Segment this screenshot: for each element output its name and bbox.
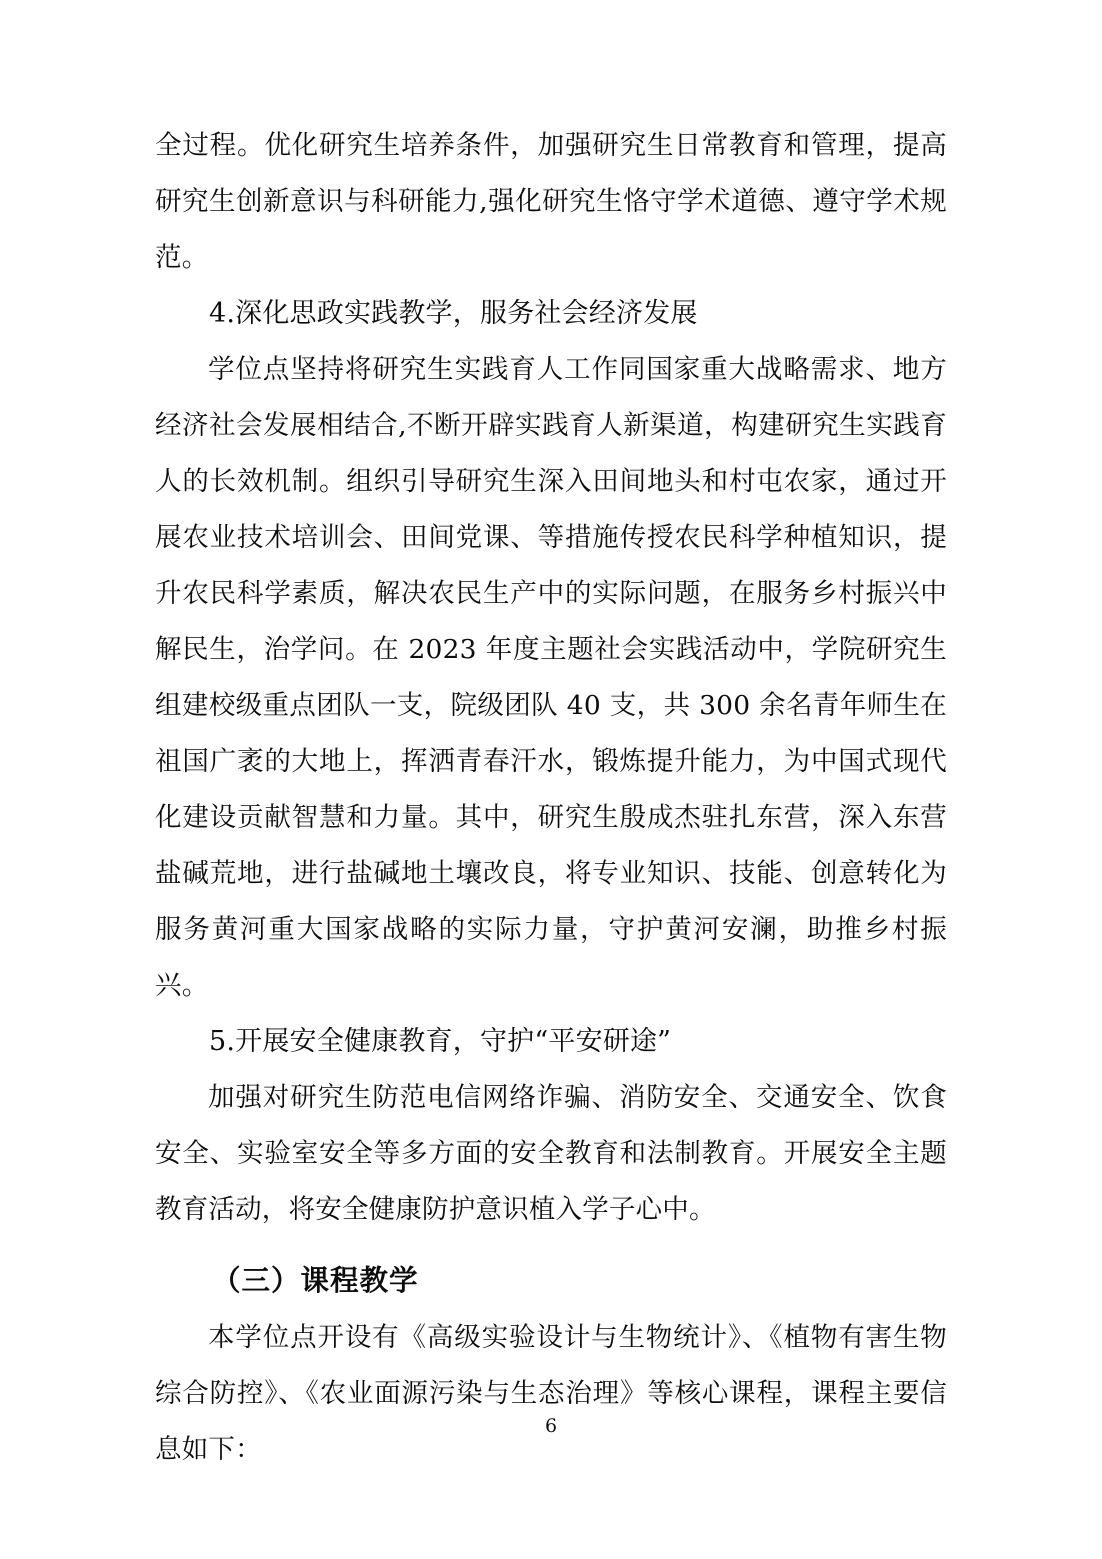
document-body <box>155 118 947 1478</box>
section-heading-course-teaching: （三）课程教学 <box>212 1264 419 1297</box>
paragraph-practice-teaching: 学位点坚持将研究生实践育人工作同国家重大战略需求、地方经济社会发展相结合,不断开辟实践育人新渠道，构建研究生实践育人的长效机制。组织引导研究生深入田间地头和村屯农家，通过开展农业技术培训会、田间党课、等措施传授农民科学种植知识，提升农民科学素质，解决农民生产中的实际问题，在服务乡村振兴中解民生，治学问。在 2023 年度主题社会实践活动中，学院研究生组建校级重点团队一支，院级团队 40 支，共 300 余名青年师生在祖国广袤的大地上，挥洒青春汗水，锻炼提升能力，为中国式现代化建设贡献智慧和力量。其中，研究生殷成杰驻扎东营，深入东营盐碱荒地，进行盐碱地土壤改良，将专业知识、技能、创意转化为服务黄河重大国家战略的实际力量，守护黄河安澜，助推乡村振兴。 <box>155 354 947 1001</box>
sub-heading-4: 4.深化思政实践教学，服务社会经济发展 <box>209 298 698 329</box>
paragraph-core-courses: 本学位点开设有《高级实验设计与生物统计》、《植物有害生物综合防控》、《农业面源污染与生态治理》等核心课程，课程主要信息如下： <box>155 1322 947 1465</box>
page-number: 6 <box>544 1415 558 1437</box>
sub-heading-5: 5.开展安全健康教育，守护“平安研途” <box>209 1026 672 1057</box>
paragraph-safety-education: 加强对研究生防范电信网络诈骗、消防安全、交通安全、饮食安全、实验室安全等多方面的安全教育和法制教育。开展安全主题教育活动，将安全健康防护意识植入学子心中。 <box>155 1082 947 1225</box>
paragraph-continued: 全过程。优化研究生培养条件，加强研究生日常教育和管理，提高研究生创新意识与科研能力,强化研究生恪守学术道德、遵守学术规范。 <box>155 130 947 273</box>
